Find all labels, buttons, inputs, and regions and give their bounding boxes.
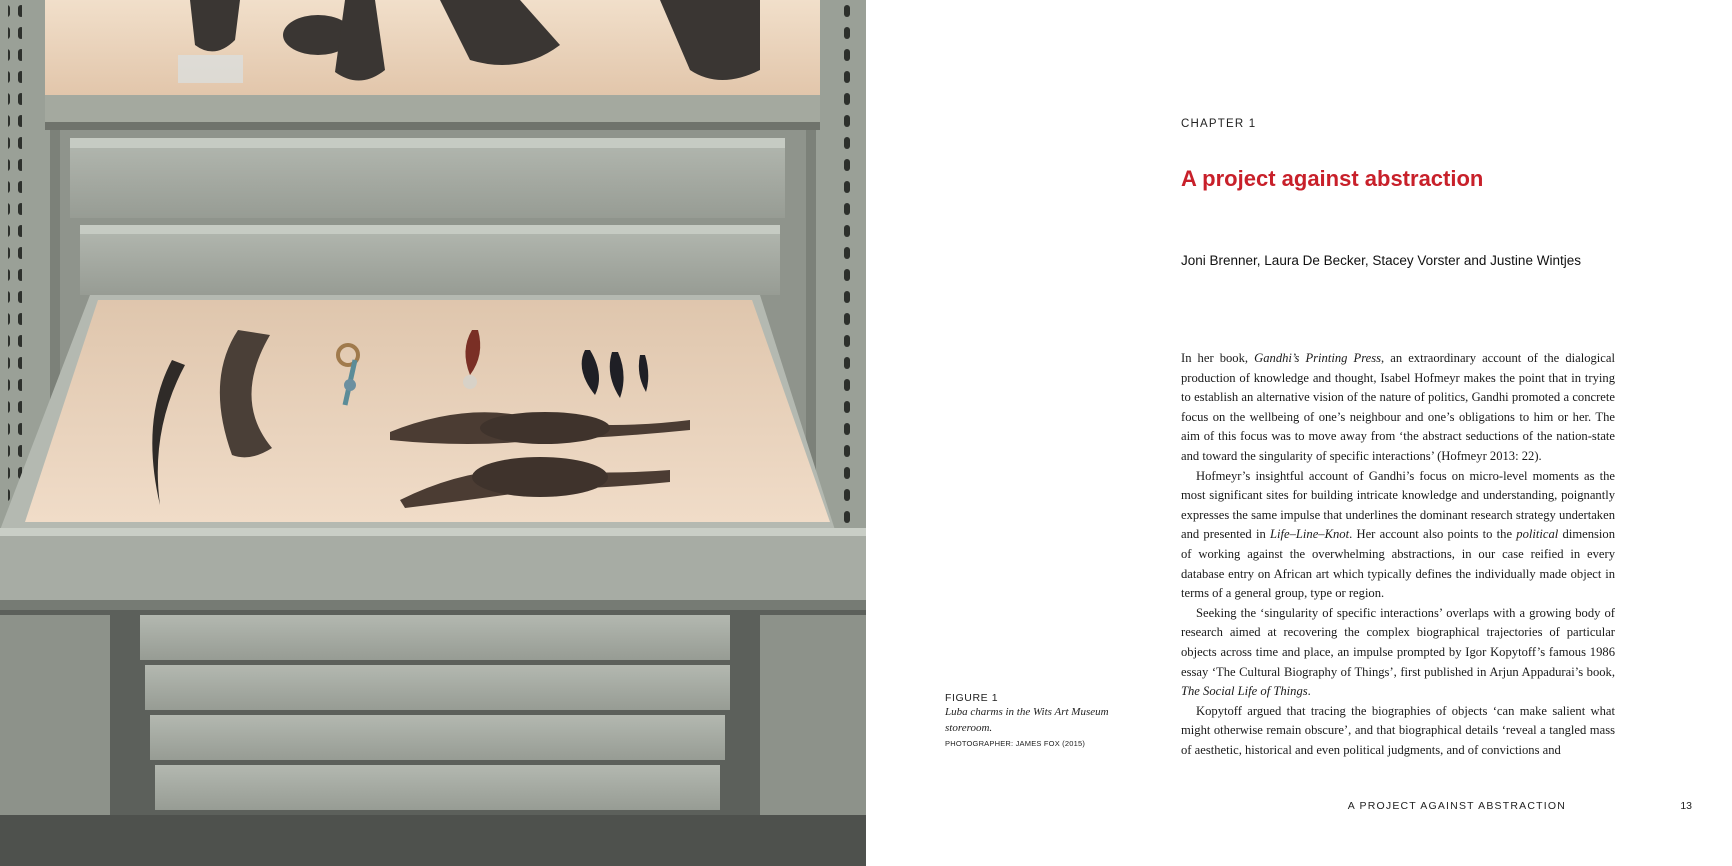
paragraph-3 — [1181, 604, 1615, 702]
chapter-title: A project against abstraction — [1181, 166, 1484, 191]
page-number: 13 — [1680, 800, 1692, 812]
book-title-social-life-of-things: The Social Life of Things — [1181, 684, 1308, 699]
paragraph-1-text: In her book, — [1181, 351, 1255, 365]
paragraph-1 — [1181, 349, 1615, 467]
closed-drawers-upper — [70, 138, 785, 295]
photo-credit: PHOTOGRAPHER: JAMES FOX (2015) — [945, 739, 1086, 748]
paragraph-4: Kopytoff argued that tracing the biographies of objects ‘can make salient what might otherwise remain obscure’, and that biographical details ‘reveal a tangled mass of aesthetic, historical and even political judgments, and of convictions and — [1181, 703, 1615, 757]
book-title-gandhis-printing-press: Gandhi’s Printing Press — [1254, 351, 1382, 365]
chapter-authors: Joni Brenner, Laura De Becker, Stacey Vorster and Justine Wintjes — [1181, 253, 1581, 268]
paragraph-3-text: . — [1307, 684, 1311, 699]
paragraph-2-text: Hofmeyr’s insightful account of Gandhi’s focus on micro-level moments as the most significant sites for building intricate knowledge and understanding, poignantly expresses the same impulse that underlines the dominant research strategy undertaken and presented in — [1181, 468, 1615, 542]
top-shelf — [45, 0, 820, 130]
paragraph-1-text: , an extraordinary account of the dialogical production of knowledge and thought, Isabel Hofmeyr makes the point that in trying to establish an alternative vision of the nature of politics, Gandhi promoted a concrete focus on the wellbeing of one’s neighbour and one’s obligations to him or her. The aim of this focus was to move away from ‘the abstract seductions of the nation-state and toward the singularity of specific interactions’ (Hofmeyr 2013: 22). — [1181, 351, 1615, 463]
open-drawer — [0, 295, 866, 610]
figure-caption — [945, 692, 1125, 748]
paragraph-3-text: Seeking the ‘singularity of specific interactions’ overlaps with a growing body of research aimed at recovering the complex biographical trajectories of particular objects across time and place, an impulse prompted by Igor Kopytoff’s famous 1986 essay ‘The Cultural Biography of Things’, first published in Arjun Appadurai’s book, — [1181, 605, 1615, 679]
body-text — [1181, 349, 1615, 760]
figure-label: FIGURE 1 — [945, 692, 999, 704]
paragraph-2-text: . Her account also points to the — [1349, 527, 1517, 542]
chapter-label: CHAPTER 1 — [1181, 118, 1257, 130]
right-page — [866, 0, 1732, 866]
running-head: A PROJECT AGAINST ABSTRACTION — [1347, 800, 1566, 812]
book-title-life-line-knot: Life–Line–Knot — [1270, 527, 1350, 542]
paragraph-2 — [1181, 467, 1615, 604]
closed-drawers-lower — [0, 610, 866, 866]
figure-caption-text: Luba charms in the Wits Art Museum storeroom. — [945, 706, 1109, 734]
emphasis-political: political — [1516, 527, 1559, 542]
paragraph-2-text: dimension of working against the overwhelming abstractions, in our case reified in every database entry on African art which typically defines the individually made object in terms of a general group, type or region. — [1181, 527, 1616, 601]
